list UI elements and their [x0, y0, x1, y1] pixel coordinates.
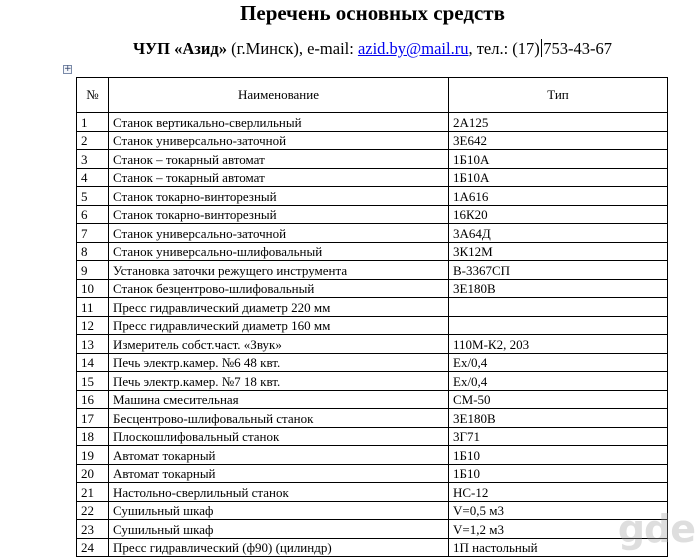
table-row — [77, 316, 668, 335]
cell-type[interactable]: 1П настольный — [449, 538, 668, 557]
cell-number[interactable]: 16 — [77, 390, 109, 409]
cell-name[interactable]: Станок универсально-заточной — [109, 224, 449, 243]
table-row — [77, 390, 668, 409]
cell-type[interactable]: СМ-50 — [449, 390, 668, 409]
cell-type[interactable] — [449, 298, 668, 317]
cell-number[interactable]: 8 — [77, 242, 109, 261]
cell-number[interactable]: 23 — [77, 520, 109, 539]
contact-line — [0, 38, 700, 60]
table-row — [77, 113, 668, 132]
cell-type[interactable]: Ех/0,4 — [449, 353, 668, 372]
cell-number[interactable]: 12 — [77, 316, 109, 335]
cell-name[interactable]: Бесцентрово-шлифовальный станок — [109, 409, 449, 428]
move-handle-icon[interactable]: + — [64, 64, 72, 74]
cell-number[interactable]: 11 — [77, 298, 109, 317]
cell-number[interactable]: 17 — [77, 409, 109, 428]
cell-type[interactable]: 3Е180В — [449, 409, 668, 428]
table-row — [77, 446, 668, 465]
cell-type[interactable]: 16К20 — [449, 205, 668, 224]
cell-name[interactable]: Пресс гидравлический диаметр 220 мм — [109, 298, 449, 317]
table-row — [77, 168, 668, 187]
cell-type[interactable]: Ех/0,4 — [449, 372, 668, 391]
cell-type[interactable]: V=1,2 м3 — [449, 520, 668, 539]
table-row — [77, 520, 668, 539]
cell-name[interactable]: Измеритель собст.част. «Звук» — [109, 335, 449, 354]
cell-number[interactable]: 15 — [77, 372, 109, 391]
table-row — [77, 409, 668, 428]
cell-number[interactable]: 13 — [77, 335, 109, 354]
cell-type[interactable]: V=0,5 м3 — [449, 501, 668, 520]
cell-number[interactable]: 5 — [77, 187, 109, 206]
cell-type[interactable]: НС-12 — [449, 483, 668, 502]
table-row — [77, 224, 668, 243]
cell-type[interactable]: 1Б10 — [449, 464, 668, 483]
cell-number[interactable]: 14 — [77, 353, 109, 372]
cell-type[interactable]: В-3367СП — [449, 261, 668, 280]
cell-number[interactable]: 10 — [77, 279, 109, 298]
cell-number[interactable]: 20 — [77, 464, 109, 483]
table-row — [77, 427, 668, 446]
cell-name[interactable]: Станок безцентрово-шлифовальный — [109, 279, 449, 298]
cell-type[interactable]: 3К12М — [449, 242, 668, 261]
cell-name[interactable]: Станок – токарный автомат — [109, 168, 449, 187]
cell-type[interactable]: 2А125 — [449, 113, 668, 132]
cell-number[interactable]: 2 — [77, 131, 109, 150]
cell-number[interactable]: 3 — [77, 150, 109, 169]
cell-type[interactable]: 1Б10А — [449, 150, 668, 169]
cell-number[interactable]: 4 — [77, 168, 109, 187]
document-title: Перечень основных средств — [240, 1, 505, 25]
cell-number[interactable]: 21 — [77, 483, 109, 502]
cell-number[interactable]: 6 — [77, 205, 109, 224]
table-header-row — [77, 78, 668, 113]
cell-number[interactable]: 9 — [77, 261, 109, 280]
cell-type[interactable]: 3Е180В — [449, 279, 668, 298]
cell-name[interactable]: Настольно-сверлильный станок — [109, 483, 449, 502]
cell-number[interactable]: 19 — [77, 446, 109, 465]
cell-name[interactable]: Станок – токарный автомат — [109, 150, 449, 169]
table-row — [77, 279, 668, 298]
cell-number[interactable]: 7 — [77, 224, 109, 243]
email-link[interactable]: azid.by@mail.ru — [357, 39, 469, 58]
watermark-logo: gde — [617, 507, 695, 551]
location-text: (г.Минск), e-mail: — [227, 39, 358, 58]
cell-name[interactable]: Пресс гидравлический (ф90) (цилиндр) — [109, 538, 449, 557]
table-row — [77, 187, 668, 206]
cell-name[interactable]: Станок универсально-шлифовальный — [109, 242, 449, 261]
table-row — [77, 335, 668, 354]
cell-type[interactable] — [449, 316, 668, 335]
phone-number: 753-43-67 — [543, 39, 613, 58]
cell-name[interactable]: Автомат токарный — [109, 464, 449, 483]
column-header-type: Тип — [449, 78, 668, 113]
cell-name[interactable]: Установка заточки режущего инструмента — [109, 261, 449, 280]
cell-name[interactable]: Пресс гидравлический диаметр 160 мм — [109, 316, 449, 335]
cell-type[interactable]: 1А616 — [449, 187, 668, 206]
column-header-number: № — [77, 78, 109, 113]
cell-type[interactable]: 1Б10А — [449, 168, 668, 187]
assets-table — [76, 77, 668, 557]
table-row — [77, 131, 668, 150]
cell-type[interactable]: 3Г71 — [449, 427, 668, 446]
table-row — [77, 298, 668, 317]
cell-name[interactable]: Автомат токарный — [109, 446, 449, 465]
company-name: ЧУП «Азид» — [132, 39, 228, 58]
cell-number[interactable]: 24 — [77, 538, 109, 557]
cell-name[interactable]: Сушильный шкаф — [109, 520, 449, 539]
cell-name[interactable]: Станок универсально-заточной — [109, 131, 449, 150]
table-row — [77, 501, 668, 520]
cell-name[interactable]: Машина смесительная — [109, 390, 449, 409]
table-row — [77, 205, 668, 224]
table-row — [77, 372, 668, 391]
cell-name[interactable]: Сушильный шкаф — [109, 501, 449, 520]
cell-name[interactable]: Станок вертикально-сверлильный — [109, 113, 449, 132]
cell-name[interactable]: Печь электр.камер. №7 18 квт. — [109, 372, 449, 391]
table-row — [77, 242, 668, 261]
cell-name[interactable]: Станок токарно-винторезный — [109, 205, 449, 224]
table-row — [77, 538, 668, 557]
phone-label: , тел.: (17) — [468, 39, 540, 58]
column-header-name: Наименование — [109, 78, 449, 113]
cell-number[interactable]: 18 — [77, 427, 109, 446]
table-row — [77, 483, 668, 502]
cell-number[interactable]: 1 — [77, 113, 109, 132]
cell-type[interactable]: 3А64Д — [449, 224, 668, 243]
cell-name[interactable]: Станок токарно-винторезный — [109, 187, 449, 206]
cell-type[interactable]: 3Е642 — [449, 131, 668, 150]
table-row — [77, 261, 668, 280]
cell-number[interactable]: 22 — [77, 501, 109, 520]
cell-type[interactable]: 110М-К2, 203 — [449, 335, 668, 354]
cell-type[interactable]: 1Б10 — [449, 446, 668, 465]
table-row — [77, 353, 668, 372]
table-row — [77, 464, 668, 483]
cell-name[interactable]: Плоскошлифовальный станок — [109, 427, 449, 446]
cell-name[interactable]: Печь электр.камер. №6 48 квт. — [109, 353, 449, 372]
table-row — [77, 150, 668, 169]
